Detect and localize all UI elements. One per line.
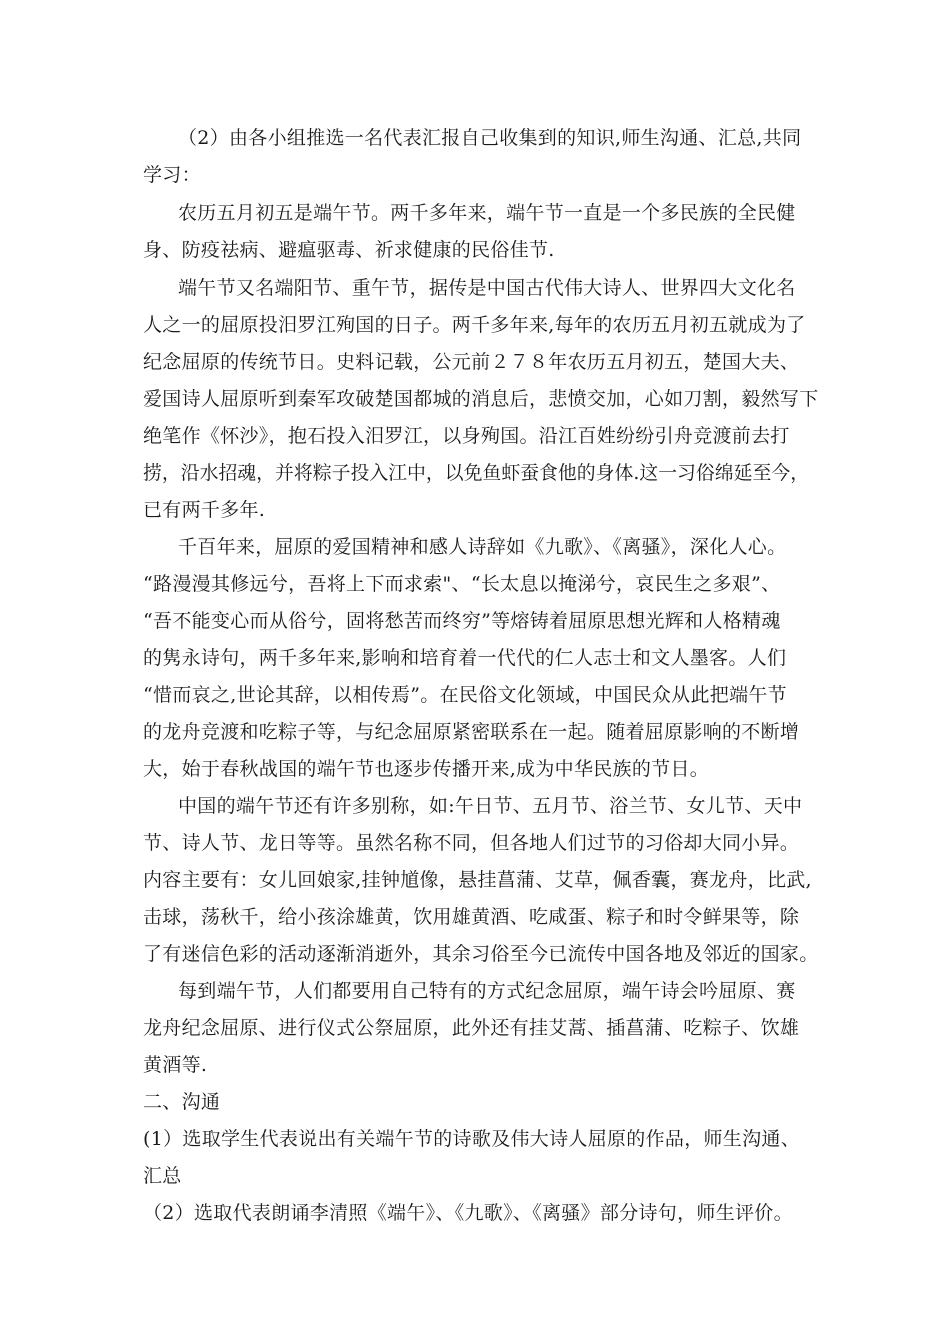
text-line: 绝笔作《怀沙》，抱石投入汨罗江，以身殉国。沿江百姓纷纷引舟竞渡前去打 <box>143 425 790 447</box>
text-line: 黄酒等. <box>143 1054 208 1076</box>
text-line: 捞，沿水招魂，并将粽子投入江中，以免鱼虾蚕食他的身体.这一习俗绵延至今， <box>143 462 810 484</box>
paragraph-start: 端午节又名端阳节、重午节，据传是中国古代伟大诗人、世界四大文化名 <box>178 277 796 299</box>
text-line: 人之一的屈原投汨罗江殉国的日子。两千多年来,每年的农历五月初五就成为了 <box>143 314 806 336</box>
text-line: 龙舟纪念屈原、进行仪式公祭屈原，此外还有挂艾蒿、插菖蒲、吃粽子、饮雄 <box>143 1017 800 1039</box>
text-line: (1）选取学生代表说出有关端午节的诗歌及伟大诗人屈原的作品，师生沟通、 <box>143 1128 801 1150</box>
text-line: “路漫漫其修远兮，吾将上下而求索"、“长太息以掩涕兮，哀民生之多艰”、 <box>143 573 781 595</box>
text-line: “吾不能变心而从俗兮，固将愁苦而终穷”等熔铸着屈原思想光辉和人格精魂 <box>143 610 781 632</box>
text-line: 节、诗人节、龙日等等。虽然名称不同，但各地人们过节的习俗却大同小异。 <box>143 832 800 854</box>
text-line: （2）由各小组推选一名代表汇报自己收集到的知识,师生沟通、汇总,共同 <box>178 127 802 149</box>
text-line: 汇总 <box>143 1165 182 1187</box>
text-line: （2）选取代表朗诵李清照《端午》、《九歌》、《离骚》部分诗句，师生评价。 <box>143 1202 793 1224</box>
paragraph-start: 农历五月初五是端午节。两千多年来，端午节一直是一个多民族的全民健 <box>178 202 796 224</box>
text-line: 内容主要有：女儿回娘家,挂钟馗像，悬挂菖蒲、艾草，佩香囊，赛龙舟，比武, <box>143 869 812 891</box>
text-line: 了有迷信色彩的活动逐渐消逝外，其余习俗至今已流传中国各地及邻近的国家。 <box>143 943 819 965</box>
paragraph-start: 中国的端午节还有许多别称，如:午日节、五月节、浴兰节、女儿节、天中 <box>178 795 803 817</box>
text-line: 学习： <box>143 164 201 186</box>
text-line: 的龙舟竞渡和吃粽子等，与纪念屈原紧密联系在一起。随着屈原影响的不断增 <box>143 721 800 743</box>
text-line: 大，始于春秋战国的端午节也逐步传播开来,成为中华民族的节日。 <box>143 758 710 780</box>
text-line: “惜而哀之,世论其辞，以相传焉”。在民俗文化领域，中国民众从此把端午节 <box>143 684 787 706</box>
text-line: 的隽永诗句，两千多年来,影响和培育着一代代的仁人志士和文人墨客。人们 <box>143 647 787 669</box>
section-heading: 二、沟通 <box>143 1091 221 1113</box>
text-line: 身、防疫祛病、避瘟驱毒、祈求健康的民俗佳节. <box>143 239 555 261</box>
paragraph-start: 每到端午节，人们都要用自己特有的方式纪念屈原，端午诗会吟屈原、赛 <box>178 980 796 1002</box>
text-line: 纪念屈原的传统节日。史料记载，公元前２７８年农历五月初五，楚国大夫、 <box>143 351 800 373</box>
text-line: 已有两千多年. <box>143 499 266 521</box>
paragraph-start: 千百年来，屈原的爱国精神和感人诗辞如《九歌》、《离骚》，深化人心。 <box>178 536 787 558</box>
text-line: 击球，荡秋千，给小孩涂雄黄，饮用雄黄酒、吃咸蛋、粽子和时令鲜果等，除 <box>143 906 800 928</box>
text-line: 爱国诗人屈原听到秦军攻破楚国都城的消息后，悲愤交加，心如刀割，毅然写下 <box>143 388 819 410</box>
